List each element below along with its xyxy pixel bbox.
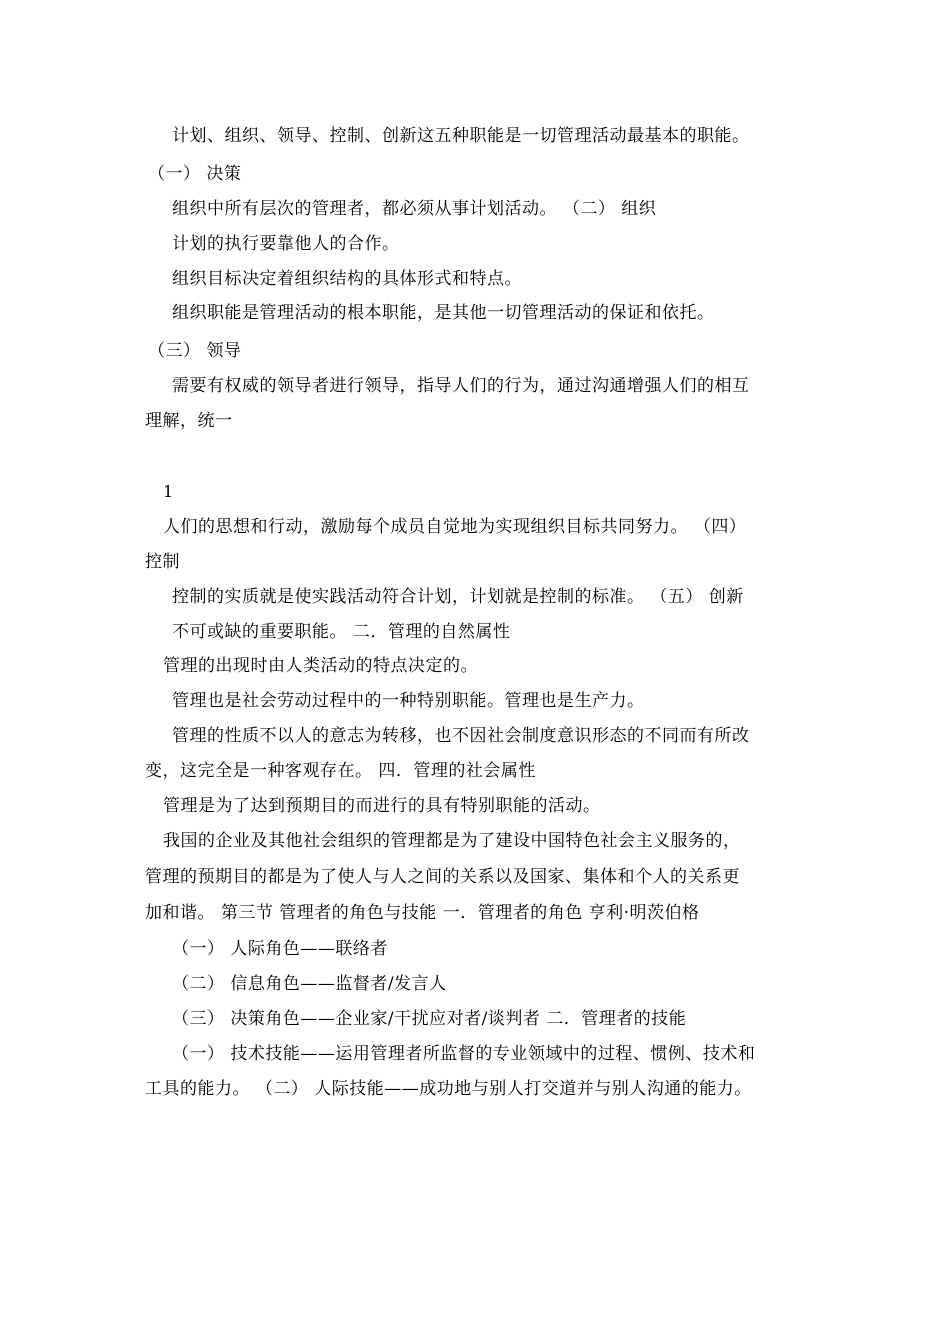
text-line: 加和谐。 第三节 管理者的角色与技能 一．管理者的角色 亨利·明茨伯格	[145, 903, 700, 923]
text-line: 控制	[145, 552, 180, 572]
text-line: 管理的出现时由人类活动的特点决定的。	[163, 656, 478, 676]
text-line: 组织中所有层次的管理者，都必须从事计划活动。 （二） 组织	[172, 199, 657, 219]
text-line: 控制的实质就是使实践活动符合计划，计划就是控制的标准。 （五） 创新	[172, 587, 744, 607]
section-heading: （三） 领导	[148, 341, 242, 361]
section-heading: （一） 人际角色——联络者	[172, 939, 388, 959]
text-line: 需要有权威的领导者进行领导，指导人们的行为，通过沟通增强人们的相互	[172, 376, 750, 396]
text-line: 管理也是社会劳动过程中的一种特别职能。管理也是生产力。	[172, 691, 645, 711]
text-line: 工具的能力。 （二） 人际技能——成功地与别人打交道并与别人沟通的能力。	[145, 1079, 752, 1099]
section-heading: （三） 决策角色——企业家/干扰应对者/谈判者 二．管理者的技能	[172, 1009, 687, 1029]
section-heading: （一） 决策	[148, 164, 242, 184]
text-line: 计划的执行要靠他人的合作。	[172, 234, 400, 254]
text-line: （一） 技术技能——运用管理者所监督的专业领域中的过程、惯例、技术和	[172, 1044, 756, 1064]
text-line: 管理是为了达到预期目的而进行的具有特别职能的活动。	[163, 796, 601, 816]
text-line: 管理的预期目的都是为了使人与人之间的关系以及国家、集体和个人的关系更	[145, 867, 740, 887]
text-line: 理解，统一	[145, 411, 233, 431]
text-line: 组织目标决定着组织结构的具体形式和特点。	[172, 269, 522, 289]
section-heading: （二） 信息角色——监督者/发言人	[172, 974, 447, 994]
text-line: 人们的思想和行动，激励每个成员自觉地为实现组织目标共同努力。 （四）	[163, 517, 747, 537]
text-line: 管理的性质不以人的意志为转移，也不因社会制度意识形态的不同而有所改	[172, 726, 750, 746]
text-line: 组织职能是管理活动的根本职能，是其他一切管理活动的保证和依托。	[172, 303, 715, 323]
text-line: 不可或缺的重要职能。 二．管理的自然属性	[172, 622, 511, 642]
text-line: 我国的企业及其他社会组织的管理都是为了建设中国特色社会主义服务的，	[163, 831, 741, 851]
page-number: 1	[163, 482, 174, 501]
text-line: 变，这完全是一种客观存在。 四．管理的社会属性	[145, 761, 536, 781]
text-line: 计划、组织、领导、控制、创新这五种职能是一切管理活动最基本的职能。	[172, 126, 750, 146]
